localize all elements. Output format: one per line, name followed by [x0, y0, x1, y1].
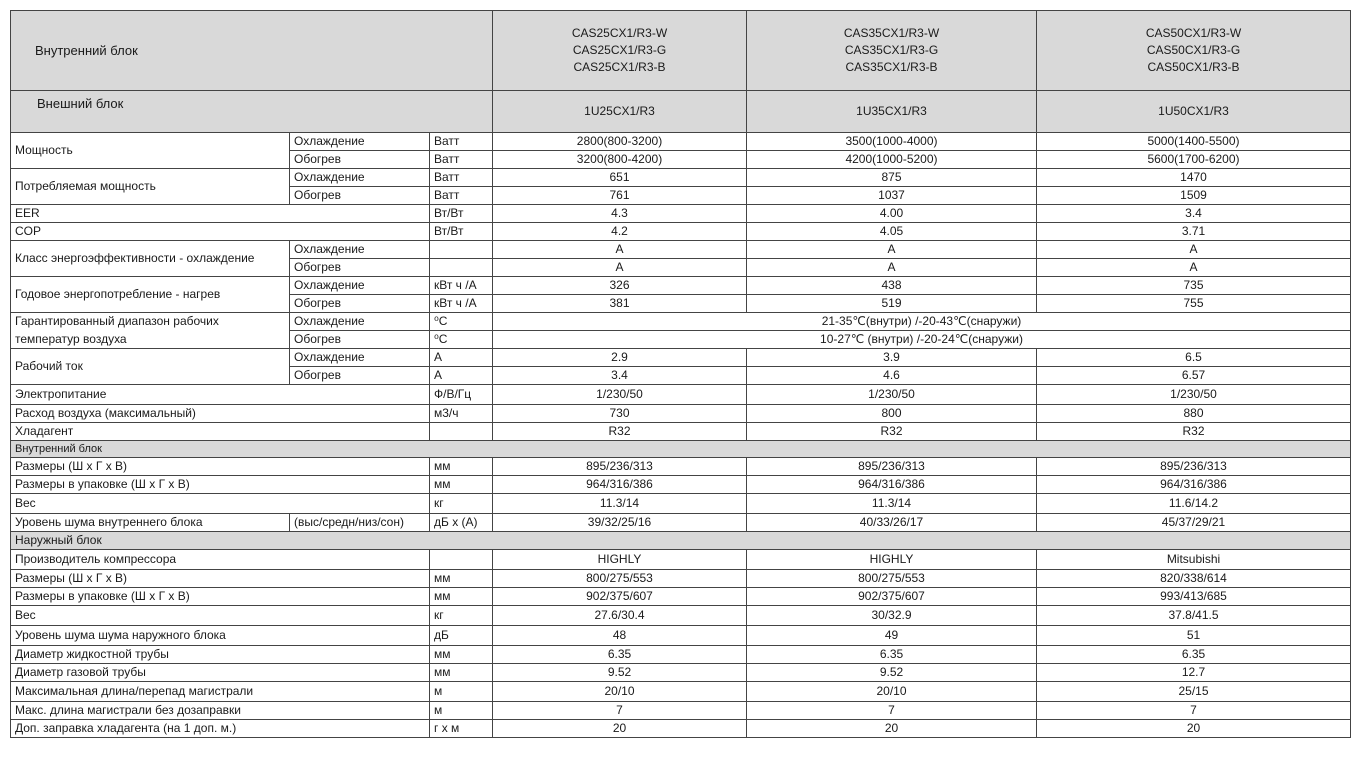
value-cell: 993/413/685 [1037, 588, 1351, 606]
indoor-package-label: Размеры в упаковке (Ш х Г х В) [11, 476, 430, 494]
table-row [11, 223, 1351, 241]
value-cell: 30/32.9 [747, 606, 1037, 626]
value-cell: 11.3/14 [493, 494, 747, 514]
unit-cell: мм [430, 570, 493, 588]
value-cell: 4.3 [493, 205, 747, 223]
unit-cell: кг [430, 606, 493, 626]
value-cell: 40/33/26/17 [747, 514, 1037, 532]
value-cell: 25/15 [1037, 682, 1351, 702]
unit-cell: кВт ч /А [430, 277, 493, 295]
value-cell: HIGHLY [493, 550, 747, 570]
indoor-weight-label: Вес [11, 494, 430, 514]
value-cell: A [493, 259, 747, 277]
indoor-dimensions-label: Размеры (Ш х Г х В) [11, 458, 430, 476]
mode-heating: Обогрев [290, 259, 430, 277]
unit-cell [430, 259, 493, 277]
value-cell: 51 [1037, 626, 1351, 646]
unit-cell: ⁰С [430, 313, 493, 331]
section-title: Наружный блок [11, 532, 1351, 550]
value-cell: 37.8/41.5 [1037, 606, 1351, 626]
table-row [11, 646, 1351, 664]
add-charge-label: Доп. заправка хладагента (на 1 доп. м.) [11, 720, 430, 738]
value-cell: 6.35 [1037, 646, 1351, 664]
value-cell: 3.4 [493, 367, 747, 385]
unit-cell: ⁰С [430, 331, 493, 349]
unit-cell: м [430, 702, 493, 720]
value-cell: R32 [493, 423, 747, 441]
table-row [11, 385, 1351, 405]
table-row [11, 133, 1351, 151]
table-row [11, 241, 1351, 259]
unit-cell: Вт/Вт [430, 223, 493, 241]
noise-modes: (выс/средн/низ/сон) [290, 514, 430, 532]
value-cell: 964/316/386 [747, 476, 1037, 494]
unit-cell: мм [430, 588, 493, 606]
cop-label: COP [11, 223, 430, 241]
value-cell: 7 [493, 702, 747, 720]
mode-cooling: Охлаждение [290, 277, 430, 295]
value-cell: 1/230/50 [747, 385, 1037, 405]
value-cell: A [493, 241, 747, 259]
table-row [11, 588, 1351, 606]
value-cell: 761 [493, 187, 747, 205]
value-cell: 6.57 [1037, 367, 1351, 385]
value-cell: 7 [747, 702, 1037, 720]
value-cell: 20/10 [493, 682, 747, 702]
value-cell: 3.9 [747, 349, 1037, 367]
annual-energy-label: Годовое энергопотребление - нагрев [11, 277, 290, 313]
outdoor-dimensions-label: Размеры (Ш х Г х В) [11, 570, 430, 588]
value-cell: 5600(1700-6200) [1037, 151, 1351, 169]
unit-cell [430, 550, 493, 570]
capacity-label: Мощность [11, 133, 290, 169]
table-row [11, 720, 1351, 738]
value-cell: 4.6 [747, 367, 1037, 385]
unit-cell: Ватт [430, 187, 493, 205]
unit-cell [430, 241, 493, 259]
operating-range-label: Гарантированный диапазон рабочих температур воздуха [11, 313, 290, 349]
unit-cell: мм [430, 476, 493, 494]
value-cell: A [747, 259, 1037, 277]
value-cell: 800 [747, 405, 1037, 423]
outdoor-model-cell: 1U50CX1/R3 [1037, 91, 1351, 133]
value-cell: 895/236/313 [493, 458, 747, 476]
value-cell: 6.35 [747, 646, 1037, 664]
airflow-label: Расход воздуха (максимальный) [11, 405, 430, 423]
table-row [11, 313, 1351, 331]
value-cell: 27.6/30.4 [493, 606, 747, 626]
table-row [11, 664, 1351, 682]
value-cell: 6.5 [1037, 349, 1351, 367]
unit-cell: Вт/Вт [430, 205, 493, 223]
max-length-no-charge-label: Макс. длина магистрали без дозаправки [11, 702, 430, 720]
value-cell: 39/32/25/16 [493, 514, 747, 532]
table-row [11, 476, 1351, 494]
unit-cell: м3/ч [430, 405, 493, 423]
section-title: Внутренний блок [11, 441, 1351, 458]
value-cell: A [1037, 241, 1351, 259]
value-cell: 902/375/607 [493, 588, 747, 606]
value-cell: 49 [747, 626, 1037, 646]
refrigerant-label: Хладагент [11, 423, 430, 441]
value-cell: R32 [747, 423, 1037, 441]
table-row [11, 550, 1351, 570]
unit-cell: А [430, 349, 493, 367]
indoor-model-cell: CAS50CX1/R3-W CAS50CX1/R3-G CAS50CX1/R3-B [1037, 11, 1351, 91]
table-row [11, 626, 1351, 646]
specifications-table [10, 10, 1351, 738]
eer-label: EER [11, 205, 430, 223]
value-cell: 3.4 [1037, 205, 1351, 223]
table-row [11, 494, 1351, 514]
gas-pipe-label: Диаметр газовой трубы [11, 664, 430, 682]
value-cell: 2800(800-3200) [493, 133, 747, 151]
value-cell: 20 [1037, 720, 1351, 738]
value-cell: 9.52 [747, 664, 1037, 682]
unit-cell: дБ х (А) [430, 514, 493, 532]
value-cell: R32 [1037, 423, 1351, 441]
unit-cell [430, 423, 493, 441]
mode-cooling: Охлаждение [290, 349, 430, 367]
energy-class-label: Класс энергоэффективности - охлаждение [11, 241, 290, 277]
value-cell: 519 [747, 295, 1037, 313]
value-cell: 20/10 [747, 682, 1037, 702]
indoor-noise-label: Уровень шума внутреннего блока [11, 514, 290, 532]
section-header-outdoor [11, 532, 1351, 550]
outdoor-model-cell: 1U35CX1/R3 [747, 91, 1037, 133]
value-cell: 21-35℃(внутри) /-20-43℃(снаружи) [493, 313, 1351, 331]
value-cell: 12.7 [1037, 664, 1351, 682]
value-cell: Mitsubishi [1037, 550, 1351, 570]
table-row [11, 405, 1351, 423]
outdoor-model-row [11, 91, 1351, 133]
unit-cell: кг [430, 494, 493, 514]
compressor-label: Производитель компрессора [11, 550, 430, 570]
value-cell: 11.6/14.2 [1037, 494, 1351, 514]
value-cell: 4200(1000-5200) [747, 151, 1037, 169]
value-cell: 3500(1000-4000) [747, 133, 1037, 151]
current-label: Рабочий ток [11, 349, 290, 385]
indoor-model-row [11, 11, 1351, 91]
mode-heating: Обогрев [290, 151, 430, 169]
indoor-model-cell: CAS25CX1/R3-W CAS25CX1/R3-G CAS25CX1/R3-B [493, 11, 747, 91]
mode-heating: Обогрев [290, 331, 430, 349]
table-row [11, 702, 1351, 720]
value-cell: 730 [493, 405, 747, 423]
unit-cell: Ватт [430, 169, 493, 187]
value-cell: 48 [493, 626, 747, 646]
unit-cell: Ватт [430, 151, 493, 169]
value-cell: 1/230/50 [493, 385, 747, 405]
value-cell: 895/236/313 [1037, 458, 1351, 476]
indoor-unit-label: Внутренний блок [11, 11, 493, 91]
value-cell: 9.52 [493, 664, 747, 682]
mode-heating: Обогрев [290, 187, 430, 205]
value-cell: 6.35 [493, 646, 747, 664]
table-row [11, 349, 1351, 367]
mode-heating: Обогрев [290, 295, 430, 313]
table-row [11, 606, 1351, 626]
table-row [11, 514, 1351, 532]
table-row [11, 458, 1351, 476]
table-row [11, 570, 1351, 588]
value-cell: 20 [747, 720, 1037, 738]
mode-cooling: Охлаждение [290, 241, 430, 259]
table-row [11, 682, 1351, 702]
value-cell: 7 [1037, 702, 1351, 720]
value-cell: 964/316/386 [1037, 476, 1351, 494]
value-cell: 20 [493, 720, 747, 738]
unit-cell: Ватт [430, 133, 493, 151]
outdoor-noise-label: Уровень шума шума наружного блока [11, 626, 430, 646]
mode-heating: Обогрев [290, 367, 430, 385]
value-cell: 5000(1400-5500) [1037, 133, 1351, 151]
value-cell: 1/230/50 [1037, 385, 1351, 405]
value-cell: A [747, 241, 1037, 259]
mode-cooling: Охлаждение [290, 313, 430, 331]
unit-cell: дБ [430, 626, 493, 646]
value-cell: 875 [747, 169, 1037, 187]
value-cell: 800/275/553 [493, 570, 747, 588]
value-cell: A [1037, 259, 1351, 277]
value-cell: 820/338/614 [1037, 570, 1351, 588]
section-header-indoor [11, 441, 1351, 458]
outdoor-package-label: Размеры в упаковке (Ш х Г х В) [11, 588, 430, 606]
value-cell: 1509 [1037, 187, 1351, 205]
power-supply-label: Электропитание [11, 385, 430, 405]
max-length-label: Максимальная длина/перепад магистрали [11, 682, 430, 702]
value-cell: 1470 [1037, 169, 1351, 187]
outdoor-model-cell: 1U25CX1/R3 [493, 91, 747, 133]
liquid-pipe-label: Диаметр жидкостной трубы [11, 646, 430, 664]
value-cell: 902/375/607 [747, 588, 1037, 606]
value-cell: 651 [493, 169, 747, 187]
value-cell: 3200(800-4200) [493, 151, 747, 169]
table-row [11, 423, 1351, 441]
power-input-label: Потребляемая мощность [11, 169, 290, 205]
value-cell: 381 [493, 295, 747, 313]
value-cell: 4.05 [747, 223, 1037, 241]
value-cell: HIGHLY [747, 550, 1037, 570]
value-cell: 45/37/29/21 [1037, 514, 1351, 532]
mode-cooling: Охлаждение [290, 169, 430, 187]
value-cell: 4.00 [747, 205, 1037, 223]
unit-cell: мм [430, 458, 493, 476]
indoor-model-cell: CAS35CX1/R3-W CAS35CX1/R3-G CAS35CX1/R3-B [747, 11, 1037, 91]
unit-cell: м [430, 682, 493, 702]
unit-cell: г х м [430, 720, 493, 738]
value-cell: 438 [747, 277, 1037, 295]
table-row [11, 205, 1351, 223]
table-row [11, 277, 1351, 295]
table-row [11, 169, 1351, 187]
unit-cell: кВт ч /А [430, 295, 493, 313]
value-cell: 4.2 [493, 223, 747, 241]
value-cell: 895/236/313 [747, 458, 1037, 476]
value-cell: 2.9 [493, 349, 747, 367]
value-cell: 10-27℃ (внутри) /-20-24℃(снаружи) [493, 331, 1351, 349]
unit-cell: мм [430, 664, 493, 682]
mode-cooling: Охлаждение [290, 133, 430, 151]
value-cell: 880 [1037, 405, 1351, 423]
value-cell: 735 [1037, 277, 1351, 295]
value-cell: 1037 [747, 187, 1037, 205]
value-cell: 964/316/386 [493, 476, 747, 494]
value-cell: 326 [493, 277, 747, 295]
unit-cell: мм [430, 646, 493, 664]
outdoor-weight-label: Вес [11, 606, 430, 626]
value-cell: 11.3/14 [747, 494, 1037, 514]
value-cell: 755 [1037, 295, 1351, 313]
unit-cell: Ф/В/Гц [430, 385, 493, 405]
value-cell: 800/275/553 [747, 570, 1037, 588]
unit-cell: А [430, 367, 493, 385]
outdoor-unit-label: Внешний блок [11, 91, 493, 133]
value-cell: 3.71 [1037, 223, 1351, 241]
